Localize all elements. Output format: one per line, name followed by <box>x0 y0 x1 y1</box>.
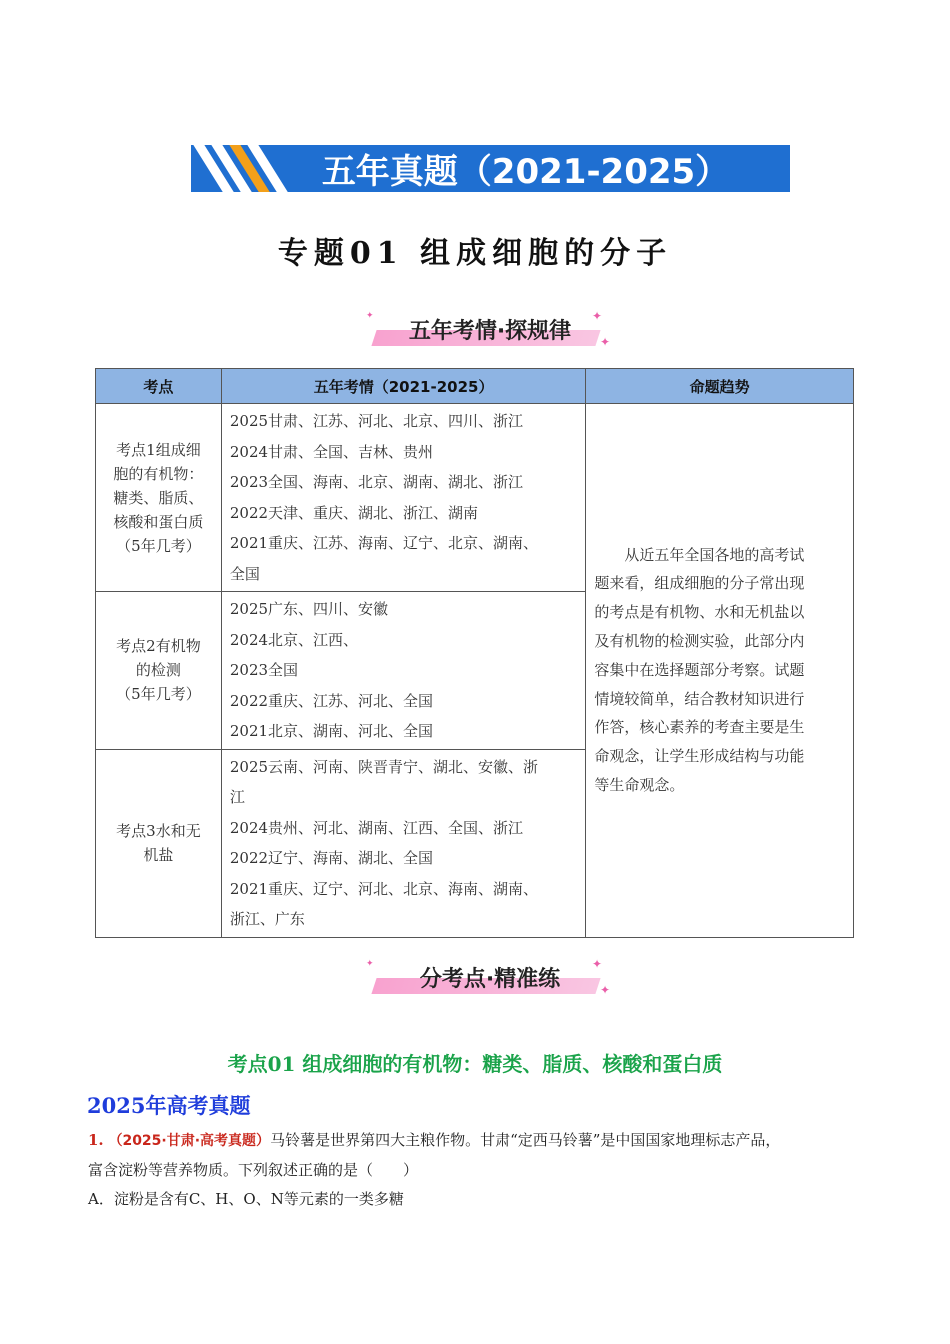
category-title: 考点01 组成细胞的有机物：糖类、脂质、核酸和蛋白质 <box>227 1052 723 1076</box>
section-heading-text: 五年考情·探规律 <box>408 319 572 344</box>
column-header: 五年考情（2021-2025） <box>221 369 585 404</box>
years-cell <box>221 749 585 937</box>
year-line: 2022重庆、江苏、河北、全国 <box>229 691 434 710</box>
year-line: 2023全国、海南、北京、湖南、湖北、浙江 <box>229 473 524 491</box>
topic-line: 核酸和蛋白质 <box>113 512 204 531</box>
year-heading: 2025年高考真题 <box>87 1093 251 1118</box>
table-header-row <box>96 369 854 404</box>
trend-cell <box>586 404 854 938</box>
sparkle-icon: ✦ <box>366 959 374 969</box>
topic-cell <box>96 404 222 592</box>
question-text: 马铃薯是世界第四大主粮作物。甘肃“定西马铃薯”是中国国家地理标志产品， <box>270 1131 781 1149</box>
question-1 <box>88 1126 878 1185</box>
year-line: 2021重庆、江苏、海南、辽宁、北京、湖南、 <box>229 534 539 552</box>
topic-line: 考点2有机物 <box>116 637 201 656</box>
trend-line: 从近五年全国各地的高考试 <box>594 545 805 564</box>
exam-analysis-table <box>95 368 854 938</box>
topic-line: 机盐 <box>143 846 174 864</box>
trend-line: 等生命观念。 <box>594 776 685 795</box>
question-number: 1. <box>88 1131 104 1149</box>
trend-line: 命观念，让学生形成结构与功能 <box>594 747 805 766</box>
year-line: 2021北京、湖南、河北、全国 <box>229 722 434 740</box>
sparkle-icon: ✦ <box>599 983 610 997</box>
year-line: 2024贵州、河北、湖南、江西、全国、浙江 <box>229 818 524 837</box>
year-line: 全国 <box>229 564 260 583</box>
year-line: 2024甘肃、全国、吉林、贵州 <box>229 442 434 461</box>
topic-line: 糖类、脂质、 <box>113 488 204 507</box>
trend-line: 作答，核心素养的考查主要是生 <box>594 718 805 737</box>
column-header: 考点 <box>96 369 222 404</box>
section-heading-practice <box>366 956 610 1000</box>
section-heading-text: 分考点·精准练 <box>419 967 561 992</box>
years-cell <box>221 404 585 592</box>
year-line: 2022辽宁、海南、湖北、全国 <box>229 849 434 867</box>
year-line: 2025甘肃、江苏、河北、北京、四川、浙江 <box>229 412 524 430</box>
topic-cell <box>96 749 222 937</box>
page-title: 专题01 组成细胞的分子 <box>277 236 673 271</box>
sparkle-icon: ✦ <box>591 309 602 323</box>
year-line: 2021重庆、辽宁、河北、北京、海南、湖南、 <box>229 879 539 898</box>
question-source-tag: （2025·甘肃·高考真题） <box>108 1133 271 1149</box>
column-header: 命题趋势 <box>586 369 854 404</box>
topic-line: 的检测 <box>135 661 181 680</box>
trend-line: 的考点是有机物、水和无机盐以 <box>594 603 805 622</box>
topic-line: 考点1组成细 <box>116 440 201 459</box>
year-line: 2025云南、河南、陕晋青宁、湖北、安徽、浙 <box>229 757 539 776</box>
year-line: 浙江、广东 <box>229 910 305 928</box>
year-line: 2024北京、江西、 <box>229 630 359 649</box>
trend-line: 情境较简单，结合教材知识进行 <box>594 689 805 708</box>
topic-line: 考点3水和无 <box>116 822 201 840</box>
years-cell <box>221 592 585 750</box>
question-text: 富含淀粉等营养物质。下列叙述正确的是（ ） <box>88 1161 419 1179</box>
sparkle-icon: ✦ <box>591 957 602 971</box>
trend-line: 容集中在选择题部分考察。试题 <box>594 660 805 679</box>
sparkle-icon: ✦ <box>366 311 374 321</box>
topic-cell <box>96 592 222 750</box>
year-line: 2022天津、重庆、湖北、浙江、湖南 <box>229 503 479 522</box>
section-heading-exam-trends <box>366 308 610 352</box>
year-line: 江 <box>229 788 245 806</box>
year-line: 2023全国 <box>229 661 299 679</box>
topic-line: （5年几考） <box>116 536 201 555</box>
option-a[interactable]: A．淀粉是含有C、H、O、N等元素的一类多糖 <box>88 1190 404 1208</box>
table-row <box>96 404 854 592</box>
banner-title: 五年真题（2021-2025） <box>321 152 730 192</box>
sparkle-icon: ✦ <box>599 335 610 349</box>
topic-line: 胞的有机物： <box>113 464 204 483</box>
trend-line: 题来看，组成细胞的分子常出现 <box>594 574 805 593</box>
header-banner <box>191 145 790 192</box>
topic-line: （5年几考） <box>116 685 201 704</box>
trend-line: 及有机物的检测实验，此部分内 <box>594 632 805 651</box>
year-line: 2025广东、四川、安徽 <box>229 600 389 618</box>
